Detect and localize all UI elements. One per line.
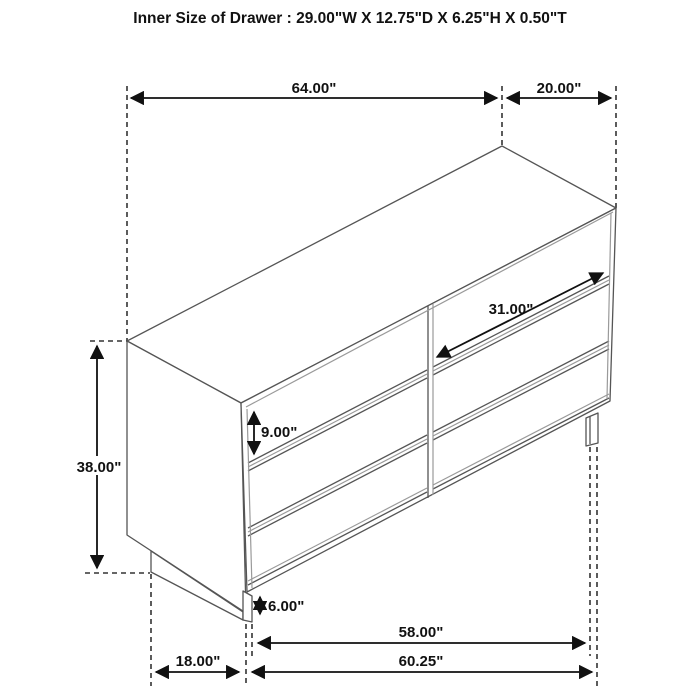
dim-base-depth-label: 18.00" [175,653,221,670]
dresser-right-leg [586,413,598,446]
dim-overall-width-label: 64.00" [291,80,337,97]
dim-overall-height-label: 38.00" [76,459,122,476]
dresser-front-left-leg [243,591,252,622]
dim-drawer-width-label: 31.00" [488,301,534,318]
dresser-drawing [127,146,616,622]
dim-leg-height-label: 6.00" [268,598,305,615]
dim-base-outer-width-label: 60.25" [398,653,444,670]
diagram-title: Inner Size of Drawer : 29.00"W X 12.75"D X 6.25"H X 0.50"T [133,10,567,27]
dim-base-inner-width-label: 58.00" [398,624,444,641]
dim-overall-depth-label: 20.00" [536,80,582,97]
dim-drawer-height-label: 9.00" [261,424,298,441]
